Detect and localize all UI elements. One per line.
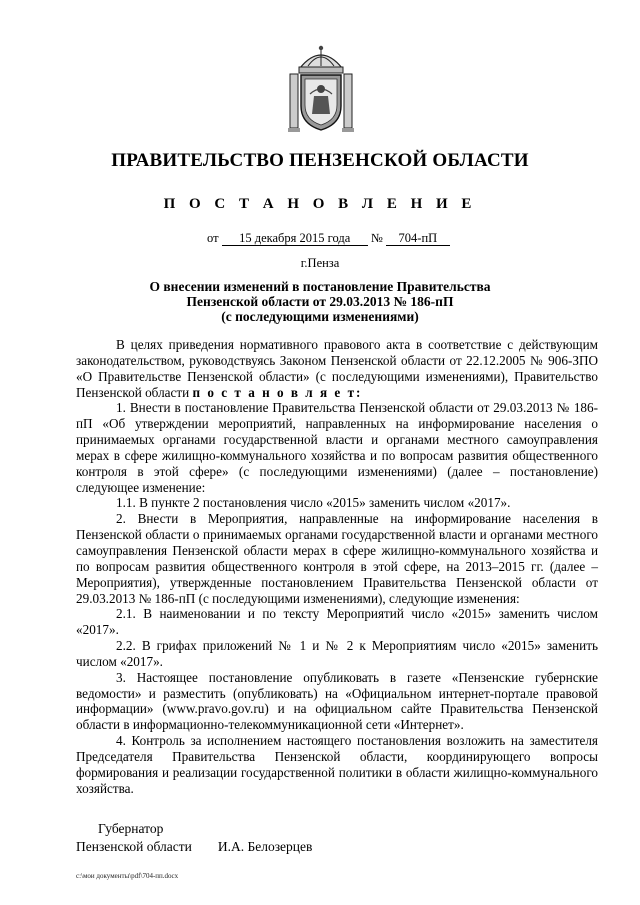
document-subject [0, 279, 640, 324]
paragraph-text: В целях приведения нормативного правового акта в соответствие с действующим законодательством, руководствуясь Законом Пензенской области от 22.12.2005 № 906-ЗПО «О Правительстве Пензенской области» (с последующими изменениями), Правительство Пензенской области [76, 337, 598, 400]
date-prefix: от [207, 231, 219, 245]
decree-word: п о с т а н о в л я е т: [192, 384, 363, 400]
paragraph: 1.1. В пункте 2 постановления число «2015» заменить числом «2017». [116, 495, 511, 511]
page-title: ПРАВИТЕЛЬСТВО ПЕНЗЕНСКОЙ ОБЛАСТИ [111, 150, 529, 171]
subject-line: Пензенской области от 29.03.2013 № 186-пП [186, 294, 454, 309]
paragraph [76, 337, 598, 400]
signatory-position: Губернатор [98, 821, 164, 836]
paragraph: 4. Контроль за исполнением настоящего постановления возложить на заместителя Председателя Правительства Пензенской области, координирующего вопросы формирования и реализации государственной политики в области жилищно-коммунального хозяйства. [76, 733, 598, 796]
signature-block [76, 820, 312, 856]
paragraph: 1. Внести в постановление Правительства Пензенской области от 29.03.2013 № 186-пП «Об утверждении мероприятий, направленных на информирование населения о принимаемых органами государственной власти и органами местного самоуправления мерах в сфере жилищно-коммунального хозяйства и по вопросам развития общественного контроля в этой сфере» (с последующими изменениями) (далее – постановление) следующее изменение: [76, 400, 598, 495]
subject-line: (с последующими изменениями) [221, 309, 419, 324]
document-body [76, 337, 598, 796]
coat-of-arms-icon [286, 44, 356, 132]
paragraph: 3. Настоящее постановление опубликовать в газете «Пензенские губернские ведомости» и разместить (опубликовать) на «Официальном интернет-портале правовой информации» (www.pravo.gov.ru) и на официальном сайте Правительства Пензенской области в информационно-телекоммуникационной сети «Интернет». [76, 669, 598, 733]
dateline [207, 231, 450, 246]
file-path: c:\мои документы\pdf\704-пп.docx [76, 872, 179, 880]
signatory-name: И.А. Белозерцев [217, 839, 313, 854]
paragraph: 2.2. В грифах приложений № 1 и № 2 к Мероприятиям число «2015» заменить числом «2017». [76, 638, 598, 669]
signatory-position-line [76, 838, 312, 856]
document-type: П О С Т А Н О В Л Е Н И Е [163, 196, 477, 212]
paragraph: 2. Внести в Мероприятия, направленные на информирование населения в Пензенской области о принимаемых органами государственной власти и органами местного самоуправления Пензенской области мерах в сфере жилищно-коммунального хозяйства и по вопросам развития общественного контроля в этой сфере, на 2013–2015 гг. (далее – Мероприятия), утвержденные постановлением Правительства Пензенской области от 29.03.2013 № 186-пП (с последующими изменениями), следующие изменения: [76, 511, 598, 606]
city: г.Пенза [300, 256, 340, 270]
number-label: № [370, 231, 383, 245]
signatory-region: Пензенской области [76, 839, 192, 854]
document-date: 15 декабря 2015 года [222, 231, 368, 246]
subject-line: О внесении изменений в постановление Правительства [149, 279, 491, 294]
paragraph: 2.1. В наименовании и по тексту Мероприятий число «2015» заменить числом «2017». [76, 606, 598, 638]
document-number: 704-пП [386, 231, 450, 246]
